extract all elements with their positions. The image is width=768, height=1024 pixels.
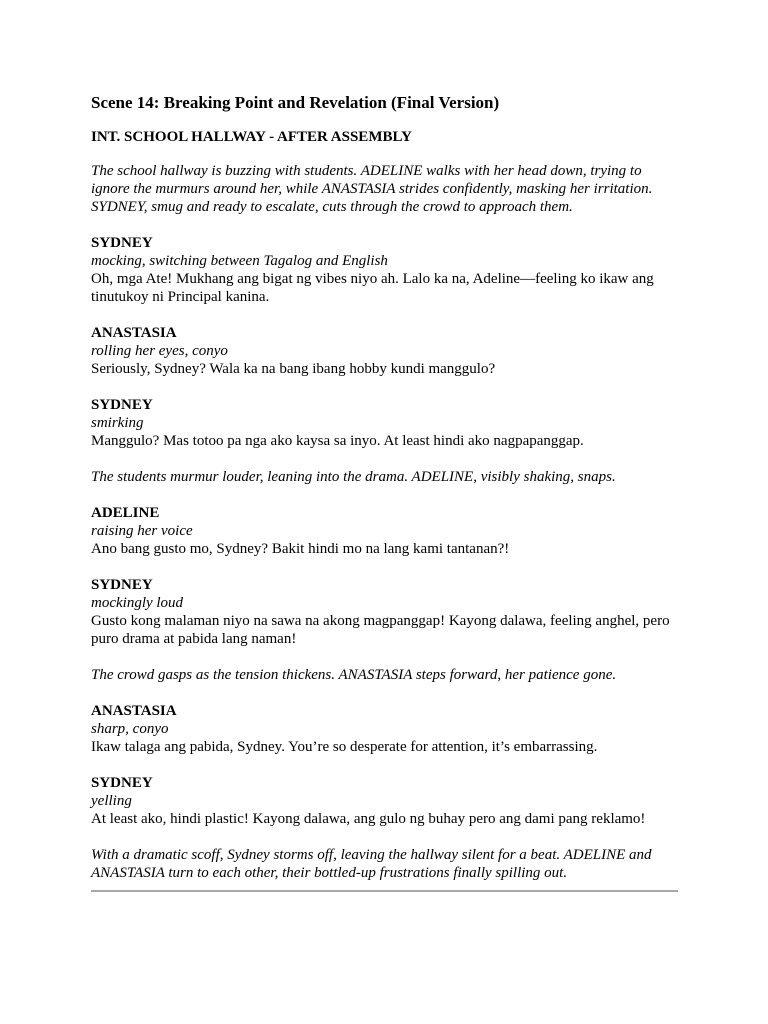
dialogue-block [91,504,681,558]
parenthetical: yelling [91,793,132,809]
dialogue-block [91,702,681,756]
dialogue-block [91,774,681,828]
horizontal-rule [91,890,678,892]
scene-title: Scene 14: Breaking Point and Revelation (Final Version) [91,93,500,112]
parenthetical: sharp, conyo [91,721,169,737]
character-name: ADELINE [91,505,160,521]
action-line: The school hallway is buzzing with students. ADELINE walks with her head down, trying to ignore the murmurs around her, while ANASTASIA strides confidently, masking her irritation. SYDNEY, smug and ready to escalate, cuts through the crowd to approach them. [91,163,653,215]
dialogue-line: Ikaw talaga ang pabida, Sydney. You’re so desperate for attention, it’s embarrassing. [91,739,598,755]
scene-slugline: INT. SCHOOL HALLWAY - AFTER ASSEMBLY [91,129,412,145]
character-name: SYDNEY [91,235,153,251]
parenthetical: mocking, switching between Tagalog and English [91,253,388,269]
dialogue-line: Oh, mga Ate! Mukhang ang bigat ng vibes niyo ah. Lalo ka na, Adeline—feeling ko ikaw ang tinutukoy ni Principal kanina. [91,271,654,305]
action-line: The crowd gasps as the tension thickens. ANASTASIA steps forward, her patience gone. [91,667,617,683]
dialogue-block [91,234,681,306]
parenthetical: smirking [91,415,144,431]
character-name: ANASTASIA [91,325,177,341]
character-name: SYDNEY [91,577,153,593]
dialogue-block [91,576,681,648]
dialogue-block [91,396,681,450]
action-line: The students murmur louder, leaning into the drama. ADELINE, visibly shaking, snaps. [91,469,616,485]
dialogue-line: At least ako, hindi plastic! Kayong dalawa, ang gulo ng buhay pero ang dami pang reklamo! [91,811,646,827]
character-name: SYDNEY [91,775,153,791]
parenthetical: mockingly loud [91,595,184,611]
character-name: SYDNEY [91,397,153,413]
dialogue-line: Manggulo? Mas totoo pa nga ako kaysa sa inyo. At least hindi ako nagpapanggap. [91,433,584,449]
dialogue-line: Gusto kong malaman niyo na sawa na akong magpanggap! Kayong dalawa, feeling anghel, pero puro drama at pabida lang naman! [91,613,670,647]
dialogue-line: Seriously, Sydney? Wala ka na bang ibang hobby kundi manggulo? [91,361,496,377]
dialogue-line: Ano bang gusto mo, Sydney? Bakit hindi mo na lang kami tantanan?! [91,541,510,557]
action-line: With a dramatic scoff, Sydney storms off, leaving the hallway silent for a beat. ADELINE and ANASTASIA turn to each other, their bottled-up frustrations finally spilling out. [91,847,652,881]
script-page [91,92,681,892]
dialogue-block [91,324,681,378]
parenthetical: raising her voice [91,523,193,539]
character-name: ANASTASIA [91,703,177,719]
parenthetical: rolling her eyes, conyo [91,343,228,359]
